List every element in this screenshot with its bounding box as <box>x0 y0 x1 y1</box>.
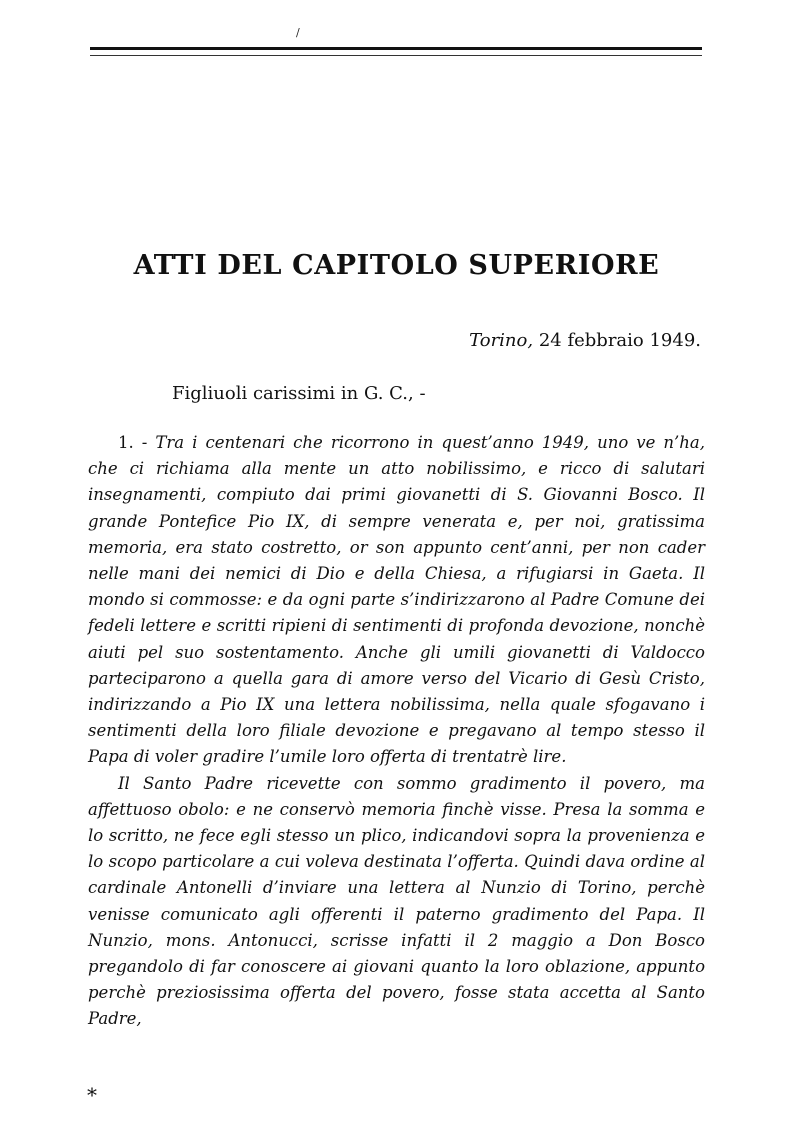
paragraph-text: Tra i centenari che ricorrono in quest’anno 1949, uno ve n’ha, che ci richiama alla mente un atto nobilissimo, e ricco di salutari insegnamenti, compiuto dai primi giovanetti di S. Giovanni Bosco. Il grande Pontefice Pio IX, di sempre venerata e, per noi, gratissima memoria, era stato costretto, or son appunto cent’anni, per non cader nelle mani dei nemici di Dio e della Chiesa, a rifugiarsi in Gaeta. Il mondo si commosse: e da ogni parte s’indirizzarono al Padre Comune dei fedeli lettere e scritti ripieni di sentimenti di profonda devozione, nonchè aiuti pel suo sostentamento. Anche gli umili giovanetti di Valdocco parteciparono a quella gara di amore verso del Vicario di Gesù Cristo, indirizzando a Pio IX una lettera nobilissima, nella quale sfogavano i sentimenti della loro filiale devozione e pregavano al tempo stesso il Papa di voler gradire l’umile loro offerta di trentatrè lire. <box>88 433 705 767</box>
place-date-line <box>469 330 701 351</box>
date: 24 febbraio 1949. <box>538 330 701 351</box>
header-rule-thin <box>90 55 702 56</box>
header-rule-thick <box>90 47 702 50</box>
paragraph-1 <box>88 430 705 771</box>
salutation: Figliuoli carissimi in G. C., - <box>172 383 426 404</box>
paragraph-number: 1. - <box>118 433 148 452</box>
page-title: ATTI DEL CAPITOLO SUPERIORE <box>133 250 660 281</box>
footnote-mark: * <box>87 1083 97 1107</box>
place: Torino, <box>469 330 534 351</box>
paragraph-text: Il Santo Padre ricevette con sommo gradimento il povero, ma affettuoso obolo: e ne conservò memoria finchè visse. Presa la somma e lo scritto, ne fece egli stesso un plico, indicandovi sopra la provenienza e lo scopo particolare a cui voleva destinata l’offerta. Quindi dava ordine al cardinale Antonelli d’inviare una lettera al Nunzio di Torino, perchè venisse comunicato agli offerenti il paterno gradimento del Papa. Il Nunzio, mons. Antonucci, scrisse infatti il 2 maggio a Don Bosco pregandolo di far conoscere ai giovani quanto la loro oblazione, appunto perchè preziosissima offerta del povero, fosse stata accetta al Santo Padre, <box>88 773 705 1029</box>
paragraph-2 <box>88 771 705 1033</box>
top-mark: / <box>296 26 300 39</box>
letter-body <box>88 430 705 1033</box>
